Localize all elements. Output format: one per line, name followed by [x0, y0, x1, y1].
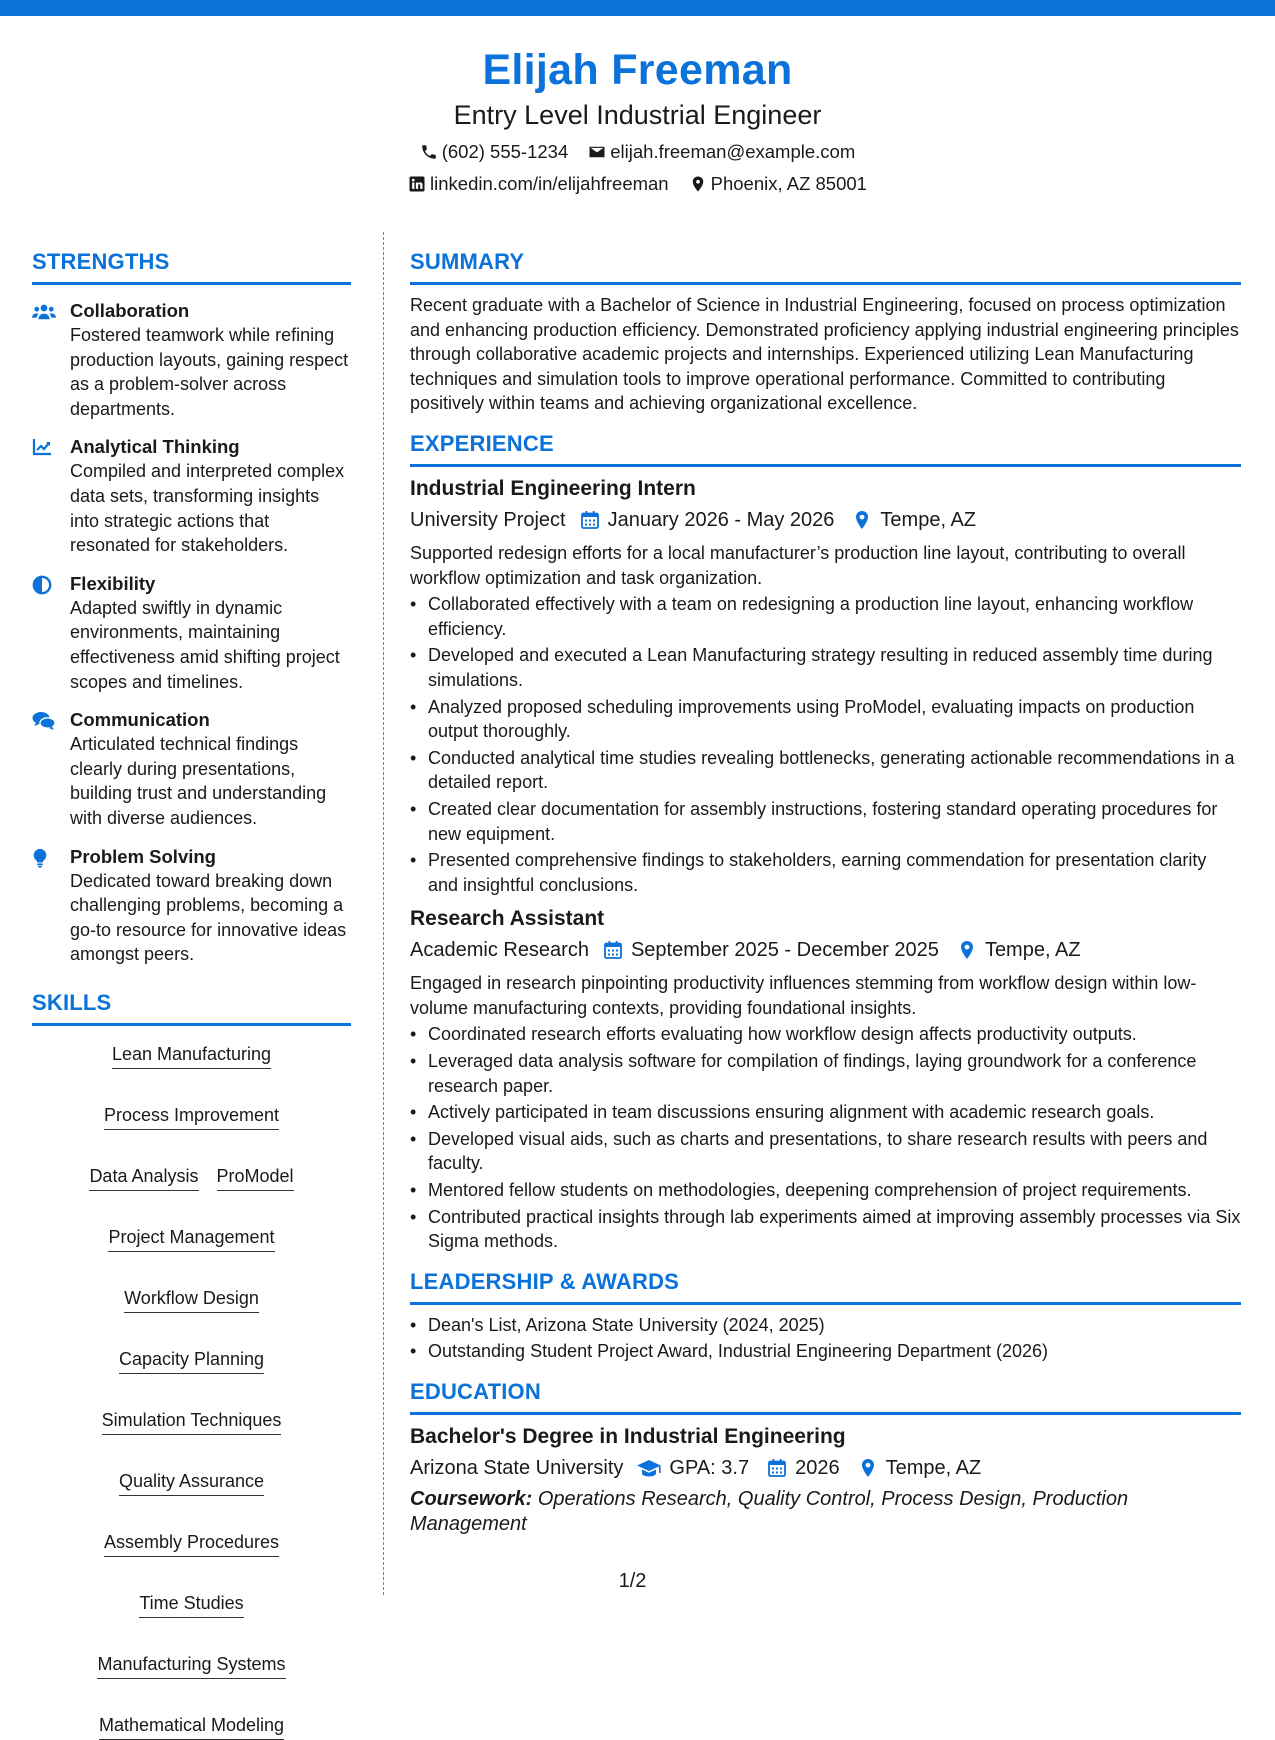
skill-tag: Project Management: [108, 1225, 274, 1252]
strength-title: Communication: [70, 709, 210, 731]
email-item[interactable]: [588, 140, 855, 164]
education-heading: EDUCATION: [410, 1378, 1241, 1415]
strength-item: [32, 845, 351, 967]
skills-list: [32, 1042, 351, 1740]
graduation-cap-icon: [637, 1458, 661, 1478]
phone-item: [420, 140, 569, 164]
linkedin-icon: [408, 175, 426, 193]
page-number-text: 1/2: [618, 1570, 647, 1592]
location-item: [689, 172, 867, 196]
phone-text: (602) 555-1234: [441, 141, 569, 162]
calendar-icon: [767, 1458, 787, 1478]
strength-title: Flexibility: [70, 572, 156, 594]
job-org: University Project: [410, 508, 566, 531]
skill-tag: ProModel: [217, 1164, 294, 1191]
job-meta: [410, 937, 1241, 963]
phone-icon: [420, 143, 438, 161]
strength-title: Problem Solving: [70, 845, 216, 867]
column-divider: [383, 232, 384, 1595]
users-icon: [32, 302, 56, 322]
degree-title: Bachelor's Degree in Industrial Engineering: [410, 1425, 846, 1448]
job-location: Tempe, AZ: [880, 508, 977, 531]
map-pin-icon: [957, 940, 977, 960]
strength-item: [32, 572, 351, 694]
bullet-item: • Developed visual aids, such as charts and presentations, to share research results with peers and faculty.: [410, 1127, 1241, 1176]
contact-row-1: [0, 140, 1275, 164]
gpa: GPA: 3.7: [669, 1457, 750, 1479]
linkedin-text[interactable]: linkedin.com/in/elijahfreeman: [430, 173, 669, 194]
job-bullets: [410, 1022, 1241, 1253]
skill-tag: Capacity Planning: [119, 1347, 264, 1374]
job-dates: September 2025 - December 2025: [630, 939, 939, 962]
lightbulb-icon: [32, 848, 48, 868]
skill-tag: Simulation Techniques: [102, 1408, 282, 1435]
job-title: Industrial Engineering Intern: [410, 476, 696, 500]
award-item: • Outstanding Student Project Award, Industrial Engineering Department (2026): [410, 1339, 1241, 1364]
job-entry: [410, 475, 1241, 897]
leadership-heading: LEADERSHIP & AWARDS: [410, 1268, 1241, 1305]
coursework-list: Operations Research, Quality Control, Process Design, Production Management: [410, 1488, 1129, 1535]
strength-item: [32, 299, 351, 421]
strength-desc: Articulated technical findings clearly during presentations, building trust and understanding with diverse audiences.: [70, 734, 327, 828]
skill-tag: Workflow Design: [124, 1286, 259, 1313]
strengths-heading: STRENGTHS: [32, 248, 351, 285]
education-location: Tempe, AZ: [885, 1457, 982, 1479]
skill-tag: Quality Assurance: [119, 1469, 264, 1496]
skill-tag: Lean Manufacturing: [112, 1042, 271, 1069]
envelope-icon: [588, 143, 606, 161]
map-pin-icon: [858, 1458, 878, 1478]
job-org: Academic Research: [410, 939, 589, 962]
bullet-item: • Leveraged data analysis software for compilation of findings, laying groundwork for a conference research paper.: [410, 1049, 1241, 1098]
bullet-item: • Developed and executed a Lean Manufacturing strategy resulting in reduced assembly time during simulations.: [410, 643, 1241, 692]
bullet-item: • Collaborated effectively with a team on redesigning a production line layout, enhancing workflow efficiency.: [410, 592, 1241, 641]
job-bullets: [410, 592, 1241, 897]
school-name: Arizona State University: [410, 1457, 624, 1479]
calendar-icon: [580, 510, 600, 530]
candidate-name: Elijah Freeman: [482, 46, 793, 94]
comments-icon: [32, 711, 56, 731]
job-description: Engaged in research pinpointing productivity influences stemming from workflow design within low-volume manufacturing contexts, providing foundational insights.: [410, 973, 1197, 1018]
award-item: • Dean's List, Arizona State University (2024, 2025): [410, 1313, 1241, 1338]
location-text: Phoenix, AZ 85001: [710, 173, 867, 194]
resume-header: [0, 44, 1275, 196]
job-title: Research Assistant: [410, 907, 605, 931]
bullet-item: • Actively participated in team discussions ensuring alignment with academic research goals.: [410, 1100, 1241, 1125]
job-entry: [410, 905, 1241, 1254]
graduation-year: 2026: [795, 1457, 840, 1479]
map-pin-icon: [689, 175, 707, 193]
calendar-icon: [603, 940, 623, 960]
bullet-item: • Conducted analytical time studies revealing bottlenecks, generating actionable recommendations in a detailed report.: [410, 746, 1241, 795]
strength-title: Collaboration: [70, 300, 190, 321]
bullet-item: • Contributed practical insights through lab experiments aimed at improving assembly processes via Six Sigma methods.: [410, 1205, 1241, 1254]
bullet-item: • Mentored fellow students on methodologies, deepening comprehension of project requirements.: [410, 1178, 1241, 1203]
right-column: [410, 248, 1241, 1537]
skills-heading: SKILLS: [32, 989, 351, 1026]
bullet-item: • Coordinated research efforts evaluating how workflow design affects productivity outputs.: [410, 1022, 1241, 1047]
job-meta: [410, 507, 1241, 533]
skill-tag: Mathematical Modeling: [99, 1713, 284, 1740]
skill-tag: Manufacturing Systems: [97, 1652, 285, 1679]
education-meta: [410, 1455, 1241, 1481]
job-dates: January 2026 - May 2026: [607, 508, 835, 531]
bullet-item: • Analyzed proposed scheduling improvements using ProModel, evaluating impacts on production output thoroughly.: [410, 695, 1241, 744]
strength-desc: Compiled and interpreted complex data sets, transforming insights into strategic actions that resonated for stakeholders.: [70, 461, 345, 556]
linkedin-item[interactable]: [408, 172, 669, 196]
leadership-section: [410, 1268, 1241, 1364]
bullet-item: • Presented comprehensive findings to stakeholders, earning commendation for presentation clarity and insightful conclusions.: [410, 848, 1241, 897]
summary-heading: SUMMARY: [410, 248, 1241, 285]
job-description: Supported redesign efforts for a local manufacturer’s production line layout, contributing to overall workflow optimization and task organization.: [410, 542, 1186, 588]
skill-tag: Time Studies: [139, 1591, 243, 1618]
strength-item: [32, 708, 351, 830]
leadership-list: [410, 1313, 1241, 1364]
candidate-title: Entry Level Industrial Engineer: [453, 100, 822, 130]
job-location: Tempe, AZ: [984, 939, 1081, 962]
contact-row-2: [0, 172, 1275, 196]
strength-desc: Dedicated toward breaking down challenging problems, becoming a go-to resource for innovative ideas amongst peers.: [70, 870, 347, 965]
email-text[interactable]: elijah.freeman@example.com: [610, 141, 856, 162]
skill-tag: Assembly Procedures: [104, 1530, 279, 1557]
strength-desc: Adapted swiftly in dynamic environments, maintaining effectiveness amid shifting project scopes and timelines.: [70, 597, 340, 692]
bullet-item: • Created clear documentation for assembly instructions, fostering standard operating procedures for new equipment.: [410, 797, 1241, 846]
half-circle-icon: [32, 575, 52, 595]
map-pin-icon: [852, 510, 872, 530]
page-number: [0, 1570, 1275, 1593]
education-section: [410, 1378, 1241, 1537]
strength-title: Analytical Thinking: [70, 436, 240, 458]
experience-heading: EXPERIENCE: [410, 430, 1241, 467]
skill-tag: Process Improvement: [104, 1103, 279, 1130]
strength-item: [32, 435, 351, 557]
coursework-label: Coursework:: [410, 1488, 533, 1510]
experience-section: [410, 430, 1241, 1254]
left-column: [32, 248, 351, 1740]
summary-text: Recent graduate with a Bachelor of Science in Industrial Engineering, focused on process optimization and enhancing production efficiency. Demonstrated proficiency applying industrial engineering principles through collaborative academic projects and internships. Experienced utilizing Lean Manufacturing techniques and simulation tools to improve operational performance. Committed to contributing positively within teams and achieving organizational excellence.: [410, 295, 1239, 414]
top-accent-bar: [0, 0, 1275, 16]
strength-desc: Fostered teamwork while refining production layouts, gaining respect as a problem-solver across departments.: [70, 325, 349, 419]
skill-tag: Data Analysis: [89, 1164, 198, 1191]
coursework: [410, 1487, 1241, 1537]
chart-line-icon: [32, 438, 52, 456]
